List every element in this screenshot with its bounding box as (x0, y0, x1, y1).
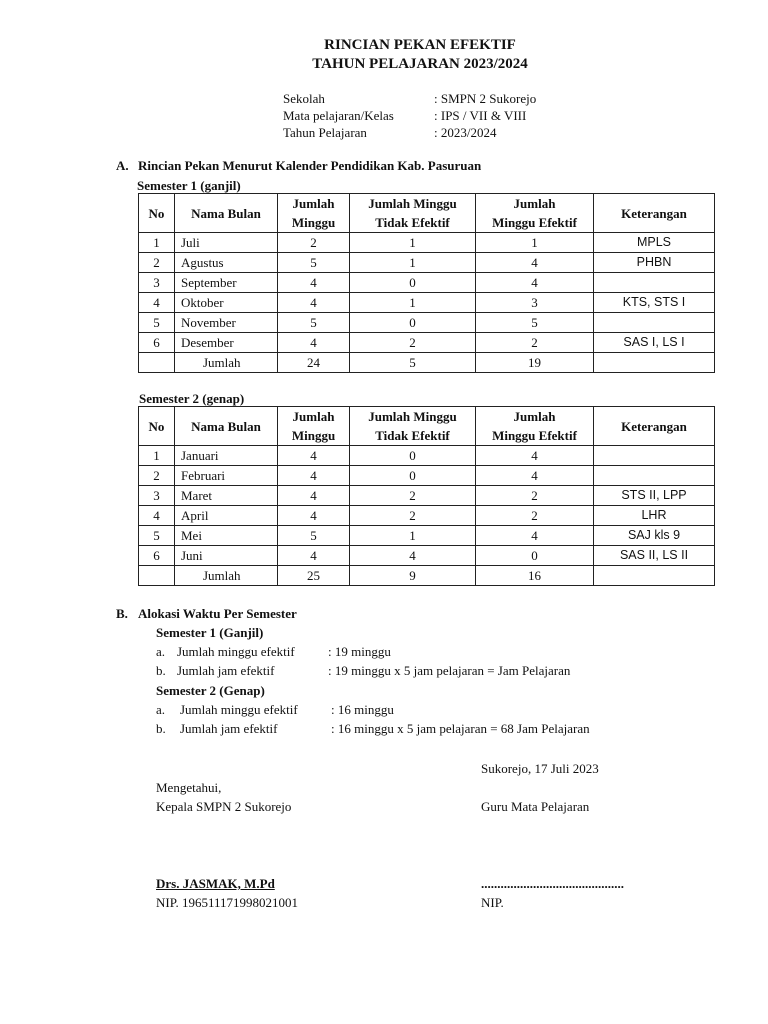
document-title-line1: RINCIAN PEKAN EFEKTIF (324, 37, 516, 53)
header-jumlah-minggu: Jumlah Minggu (278, 407, 350, 446)
genap-a-marker: a. (156, 702, 166, 717)
table-cell: 2 (278, 233, 350, 253)
genap-b-value: : 16 minggu x 5 jam pelajaran = 68 Jam Pelajaran (331, 721, 590, 736)
section-a-heading: Rincian Pekan Menurut Kalender Pendidikan Kab. Pasuruan (138, 158, 482, 173)
ganjil-b-marker: b. (156, 663, 166, 678)
header-tidak-efektif: Jumlah Minggu Tidak Efektif (350, 194, 476, 233)
table-cell (594, 446, 715, 466)
table-cell: PHBN (594, 253, 715, 273)
semester2-table (138, 406, 715, 586)
table-cell: Agustus (175, 253, 278, 273)
semester2-label: Semester 2 (genap) (139, 391, 245, 406)
ganjil-a-marker: a. (156, 644, 166, 659)
section-a-marker: A. (116, 158, 129, 173)
table-cell: 2 (476, 506, 594, 526)
header-nama-bulan: Nama Bulan (175, 407, 278, 446)
table-cell: 0 (350, 313, 476, 333)
genap-a-label: Jumlah minggu efektif (180, 702, 298, 717)
table-cell: 4 (476, 466, 594, 486)
kepala-nip: NIP. 196511171998021001 (156, 895, 299, 910)
table-cell: 4 (278, 466, 350, 486)
table-cell: 3 (139, 486, 175, 506)
table-cell: 2 (350, 333, 476, 353)
table-cell: 5 (350, 353, 476, 373)
table-cell: 4 (278, 446, 350, 466)
table-cell (594, 566, 715, 586)
guru-nip: NIP. (481, 895, 504, 910)
table-cell: 3 (139, 273, 175, 293)
table-cell: SAJ kls 9 (594, 526, 715, 546)
table-row (139, 526, 715, 546)
table-cell: Mei (175, 526, 278, 546)
section-b-marker: B. (116, 606, 128, 621)
kepala-title: Kepala SMPN 2 Sukorejo (156, 799, 292, 814)
info-label-school: Sekolah (283, 91, 325, 106)
mengetahui-label: Mengetahui, (156, 780, 222, 795)
kepala-name: Drs. JASMAK, M.Pd (156, 876, 275, 891)
table-cell: 4 (278, 546, 350, 566)
table-cell: 2 (139, 466, 175, 486)
table-row (139, 273, 715, 293)
table-cell: 4 (278, 333, 350, 353)
genap-b-label: Jumlah jam efektif (180, 721, 278, 736)
header-jumlah-minggu: Jumlah Minggu (278, 194, 350, 233)
table-cell: 4 (476, 253, 594, 273)
table-cell: 0 (350, 446, 476, 466)
document-title-line2: TAHUN PELAJARAN 2023/2024 (312, 56, 528, 72)
table-cell (594, 273, 715, 293)
table-cell: 4 (476, 526, 594, 546)
table-cell: Oktober (175, 293, 278, 313)
table-cell: 4 (476, 446, 594, 466)
ganjil-title: Semester 1 (Ganjil) (156, 625, 264, 640)
table-cell (594, 466, 715, 486)
table-cell: 1 (350, 253, 476, 273)
header-tidak-efektif: Jumlah Minggu Tidak Efektif (350, 407, 476, 446)
table-cell: 2 (350, 486, 476, 506)
table-cell: KTS, STS I (594, 293, 715, 313)
table-cell: 9 (350, 566, 476, 586)
table-cell: 5 (278, 526, 350, 546)
table-cell: Jumlah (175, 353, 278, 373)
semester1-label: Semester 1 (ganjil) (137, 178, 241, 193)
table-cell: 4 (278, 273, 350, 293)
table-cell: Jumlah (175, 566, 278, 586)
table-row (139, 313, 715, 333)
table-cell: April (175, 506, 278, 526)
table-row (139, 506, 715, 526)
ganjil-a-value: : 19 minggu (328, 644, 391, 659)
table-cell: 1 (350, 293, 476, 313)
table-cell: 5 (278, 253, 350, 273)
table-cell: Maret (175, 486, 278, 506)
table-cell: Desember (175, 333, 278, 353)
semester1-header-row (139, 194, 715, 233)
table-row (139, 233, 715, 253)
table-total-row (139, 353, 715, 373)
table-cell: 16 (476, 566, 594, 586)
table-cell: 5 (278, 313, 350, 333)
table-row (139, 466, 715, 486)
table-cell: 5 (139, 313, 175, 333)
guru-title: Guru Mata Pelajaran (481, 799, 590, 814)
header-keterangan: Keterangan (594, 407, 715, 446)
table-cell: 2 (139, 253, 175, 273)
table-cell: SAS II, LS II (594, 546, 715, 566)
table-cell: 4 (278, 506, 350, 526)
header-no: No (139, 407, 175, 446)
header-nama-bulan: Nama Bulan (175, 194, 278, 233)
table-cell: 1 (139, 233, 175, 253)
table-cell: 2 (476, 486, 594, 506)
guru-name-placeholder: ............................................ (481, 876, 624, 891)
table-cell: 25 (278, 566, 350, 586)
table-row (139, 253, 715, 273)
table-cell: 5 (139, 526, 175, 546)
table-row (139, 546, 715, 566)
info-value-subject: : IPS / VII & VIII (434, 108, 527, 123)
table-cell: Februari (175, 466, 278, 486)
info-label-subject: Mata pelajaran/Kelas (283, 108, 394, 123)
semester2-header-row (139, 407, 715, 446)
table-cell: Juli (175, 233, 278, 253)
section-b-heading: Alokasi Waktu Per Semester (138, 606, 297, 621)
ganjil-b-label: Jumlah jam efektif (177, 663, 275, 678)
table-cell: 19 (476, 353, 594, 373)
table-cell: September (175, 273, 278, 293)
table-cell: 1 (476, 233, 594, 253)
table-cell: 0 (350, 273, 476, 293)
table-row (139, 446, 715, 466)
table-cell: 0 (350, 466, 476, 486)
ganjil-a-label: Jumlah minggu efektif (177, 644, 295, 659)
table-cell: SAS I, LS I (594, 333, 715, 353)
genap-title: Semester 2 (Genap) (156, 683, 265, 698)
table-cell (139, 566, 175, 586)
table-cell: 4 (139, 506, 175, 526)
table-cell: 6 (139, 333, 175, 353)
table-cell: 0 (476, 546, 594, 566)
table-cell (594, 353, 715, 373)
info-value-year: : 2023/2024 (434, 125, 497, 140)
table-cell: November (175, 313, 278, 333)
semester1-table (138, 193, 715, 373)
table-cell: 1 (350, 233, 476, 253)
table-cell: 4 (139, 293, 175, 313)
genap-a-value: : 16 minggu (331, 702, 394, 717)
table-row (139, 293, 715, 313)
genap-b-marker: b. (156, 721, 166, 736)
table-cell: STS II, LPP (594, 486, 715, 506)
table-cell: 4 (278, 486, 350, 506)
table-cell: Juni (175, 546, 278, 566)
header-minggu-efektif: Jumlah Minggu Efektif (476, 194, 594, 233)
table-cell: 6 (139, 546, 175, 566)
header-minggu-efektif: Jumlah Minggu Efektif (476, 407, 594, 446)
header-no: No (139, 194, 175, 233)
header-keterangan: Keterangan (594, 194, 715, 233)
table-cell: LHR (594, 506, 715, 526)
table-cell: 4 (476, 273, 594, 293)
table-cell: 3 (476, 293, 594, 313)
table-cell: MPLS (594, 233, 715, 253)
ganjil-b-value: : 19 minggu x 5 jam pelajaran = Jam Pelajaran (328, 663, 571, 678)
table-cell: 1 (139, 446, 175, 466)
table-cell: 24 (278, 353, 350, 373)
table-cell: 1 (350, 526, 476, 546)
table-cell: 2 (350, 506, 476, 526)
table-cell: 4 (278, 293, 350, 313)
table-cell: 5 (476, 313, 594, 333)
table-cell (594, 313, 715, 333)
table-cell: 2 (476, 333, 594, 353)
table-row (139, 486, 715, 506)
info-value-school: : SMPN 2 Sukorejo (434, 91, 537, 106)
table-cell: 4 (350, 546, 476, 566)
table-row (139, 333, 715, 353)
table-cell: Januari (175, 446, 278, 466)
table-cell (139, 353, 175, 373)
info-label-year: Tahun Pelajaran (283, 125, 367, 140)
place-date: Sukorejo, 17 Juli 2023 (481, 761, 599, 776)
table-total-row (139, 566, 715, 586)
